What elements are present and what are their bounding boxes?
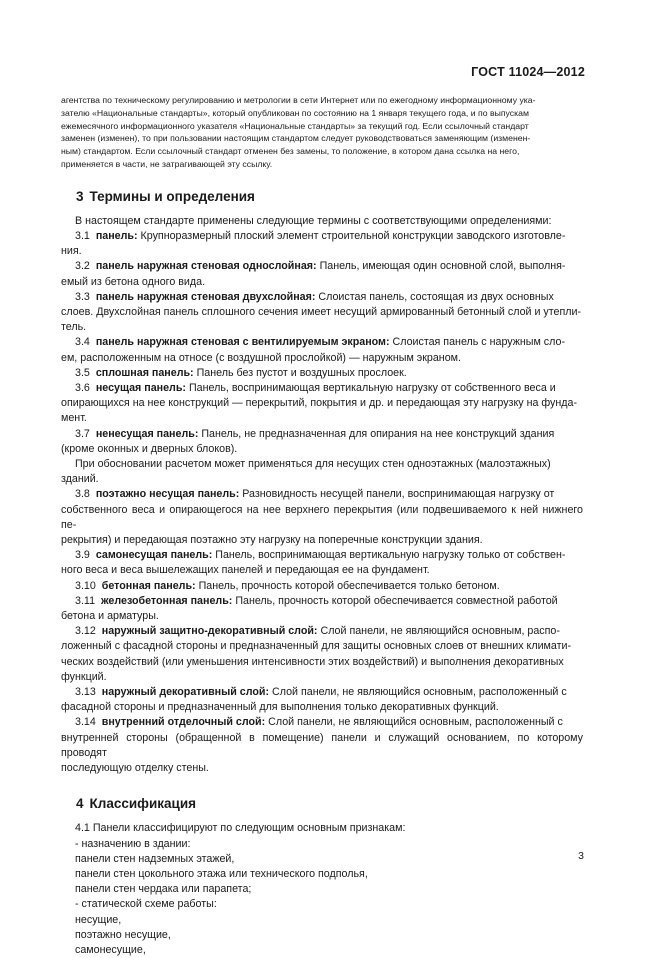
term-definition [61, 381, 583, 396]
classification-line: поэтажно несущие, [75, 928, 171, 941]
term-continuation: тель. [61, 321, 87, 334]
term-name: панель: [95, 229, 138, 242]
term-number: 3.1 [75, 229, 90, 242]
section-4-heading [76, 796, 583, 811]
section-3-heading [76, 189, 583, 204]
term-name: наружный декоративный слой: [101, 686, 270, 699]
section-4-title: Классификация [89, 796, 197, 812]
term-number: 3.6 [75, 382, 90, 395]
intro-line: агентства по техническому регулированию и метрологии в сети Интернет или по ежегодному информационному ука- [61, 95, 536, 105]
term-definition [61, 715, 583, 730]
term-definition [61, 685, 583, 700]
term-definition [61, 335, 583, 350]
intro-line: применяется в части, не затрагивающей эту ссылку. [61, 158, 273, 169]
term-continuation: фасадной стороны и предназначенный для выполнения только декоративных функций. [61, 701, 499, 714]
term-text: Крупноразмерный плоский элемент строительной конструкции заводского изготовле- [140, 229, 566, 242]
term-number: 3.2 [75, 260, 90, 273]
term-number: 3.8 [75, 488, 90, 501]
term-text: Слой панели, не являющийся основным, расположенный с [268, 716, 563, 729]
term-text: Панель, прочность которой обеспечивается только бетоном. [198, 579, 500, 592]
term-continuation: собственного веса и опирающегося на нее верхнего перекрытия (или подвешиваемого к ней нижнего пе- [61, 503, 583, 531]
term-text: Панель, имеющая один основной слой, выполня- [319, 260, 566, 273]
intro-line: заменен (изменен), то при пользовании настоящим стандартом следует руководствоваться заменяющим (изменен- [61, 133, 531, 144]
term-text: Слой панели, не являющийся основным, распо- [320, 625, 560, 638]
term-continuation: ния. [61, 245, 82, 258]
term-text: Панель, воспринимающая вертикальную нагрузку от собственного веса и [188, 382, 556, 395]
term-continuation: слоев. Двухслойная панель сплошного сечения имеет несущий армированный бетонный слой и утепли- [61, 306, 582, 318]
term-name: панель наружная стеновая однослойная: [95, 260, 317, 273]
term-continuation: функций. [61, 670, 107, 683]
term-name: сплошная панель: [95, 366, 194, 379]
term-note: зданий. [61, 473, 99, 486]
classification-line: панели стен чердака или парапета; [75, 883, 252, 896]
term-continuation: опирающихся на нее конструкций — перекрытий, покрытия и др. и передающая эту нагрузку на фунда- [61, 397, 578, 410]
term-number: 3.7 [75, 427, 90, 440]
term-number: 3.14 [75, 716, 96, 729]
section-3-title: Термины и определения [89, 188, 255, 204]
term-definition [61, 579, 583, 594]
section-4-number: 4 [76, 796, 84, 812]
term-name: наружный защитно-декоративный слой: [101, 625, 318, 638]
intro-line: ежемесячного информационного указателя «Национальные стандарты» за текущий год. Если ссылочный стандарт [61, 120, 529, 131]
intro-paragraph [61, 94, 583, 171]
term-definition [61, 594, 583, 609]
document-header: ГОСТ 11024—2012 [471, 65, 585, 79]
term-continuation: последующую отделку стены. [61, 762, 209, 775]
term-name: самонесущая панель: [95, 549, 213, 562]
term-number: 3.3 [75, 290, 90, 303]
term-definition [61, 427, 583, 442]
term-continuation: ного веса и веса вышележащих панелей и передающая ее на фундамент. [61, 564, 430, 577]
term-continuation: ческих воздействий (или уменьшения интенсивности этих воздействий) и выполнения декоративных [61, 655, 564, 668]
classification-line: панели стен цокольного этажа или технического подполья, [75, 867, 368, 880]
term-name: внутренний отделочный слой: [101, 716, 266, 729]
term-text: Панель, воспринимающая вертикальную нагрузку только от собствен- [215, 549, 566, 562]
term-note: При обосновании расчетом может применяться для несущих стен одноэтажных (малоэтажных) [75, 458, 551, 471]
section-3-body [61, 214, 583, 777]
classification-line: 4.1 Панели классифицируют по следующим основным признакам: [75, 822, 406, 835]
term-number: 3.12 [75, 625, 96, 638]
term-name: бетонная панель: [101, 579, 196, 592]
term-number: 3.5 [75, 366, 90, 379]
term-continuation: ложенный с фасадной стороны и предназначенный для защиты основных слоев от внешних климати- [61, 640, 572, 653]
intro-line: ным) стандартом. Если ссылочный стандарт отменен без замены, то положение, в котором дана ссылка на него, [61, 146, 520, 157]
term-continuation: внутренней стороны (обращенной в помещение) панели и служащий основанием, по которому проводят [61, 731, 583, 759]
term-number: 3.13 [75, 686, 96, 699]
term-continuation: бетона и арматуры. [61, 610, 159, 623]
term-name: панель наружная стеновая с вентилируемым экраном: [95, 336, 390, 349]
term-continuation: рекрытия) и передающая поэтажно эту нагрузку на поперечные конструкции здания. [61, 534, 483, 547]
classification-line: самонесущие, [75, 943, 146, 956]
term-definition [61, 229, 583, 244]
term-continuation: ем, расположенным на относе (с воздушной прослойкой) — наружным экраном. [61, 351, 461, 364]
term-name: несущая панель: [95, 382, 186, 395]
term-definition [61, 624, 583, 639]
term-text: Панель, не предназначенная для опирания на нее конструкций здания [201, 427, 555, 440]
term-name: панель наружная стеновая двухслойная: [95, 290, 316, 303]
term-definition [61, 548, 583, 563]
term-text: Панель без пустот и воздушных прослоек. [196, 366, 407, 379]
term-name: поэтажно несущая панель: [95, 488, 240, 501]
term-continuation: емый из бетона одного вида. [61, 275, 206, 288]
term-number: 3.4 [75, 336, 90, 349]
term-text: Слой панели, не являющийся основным, расположенный с [272, 686, 567, 699]
section-3-lead: В настоящем стандарте применены следующие термины с соответствующими определениями: [75, 214, 552, 227]
term-definition [61, 487, 583, 502]
classification-line: несущие, [75, 913, 122, 926]
classification-line: - назначению в здании: [75, 837, 191, 850]
term-continuation: (кроме оконных и дверных блоков). [61, 442, 238, 455]
term-definition [61, 366, 583, 381]
term-number: 3.9 [75, 549, 90, 562]
classification-line: - статической схеме работы: [75, 898, 217, 911]
term-continuation: мент. [61, 412, 87, 425]
page-number: 3 [578, 850, 584, 862]
page-content [61, 94, 583, 958]
term-number: 3.10 [75, 579, 96, 592]
term-number: 3.11 [75, 594, 96, 607]
term-definition [61, 290, 583, 305]
term-text: Слоистая панель, состоящая из двух основных [318, 290, 554, 303]
term-name: ненесущая панель: [95, 427, 199, 440]
term-text: Панель, прочность которой обеспечивается совместной работой [235, 594, 558, 607]
term-text: Слоистая панель с наружным сло- [392, 336, 566, 349]
term-name: железобетонная панель: [100, 594, 233, 607]
section-4-body [61, 821, 583, 958]
classification-line: панели стен надземных этажей, [75, 852, 235, 865]
intro-line: зателю «Национальные стандарты», который опубликован по состоянию на 1 января текущего года, и по выпускам [61, 107, 529, 118]
section-3-number: 3 [76, 188, 84, 204]
term-text: Разновидность несущей панели, воспринимающая нагрузку от [242, 488, 555, 501]
term-definition [61, 259, 583, 274]
